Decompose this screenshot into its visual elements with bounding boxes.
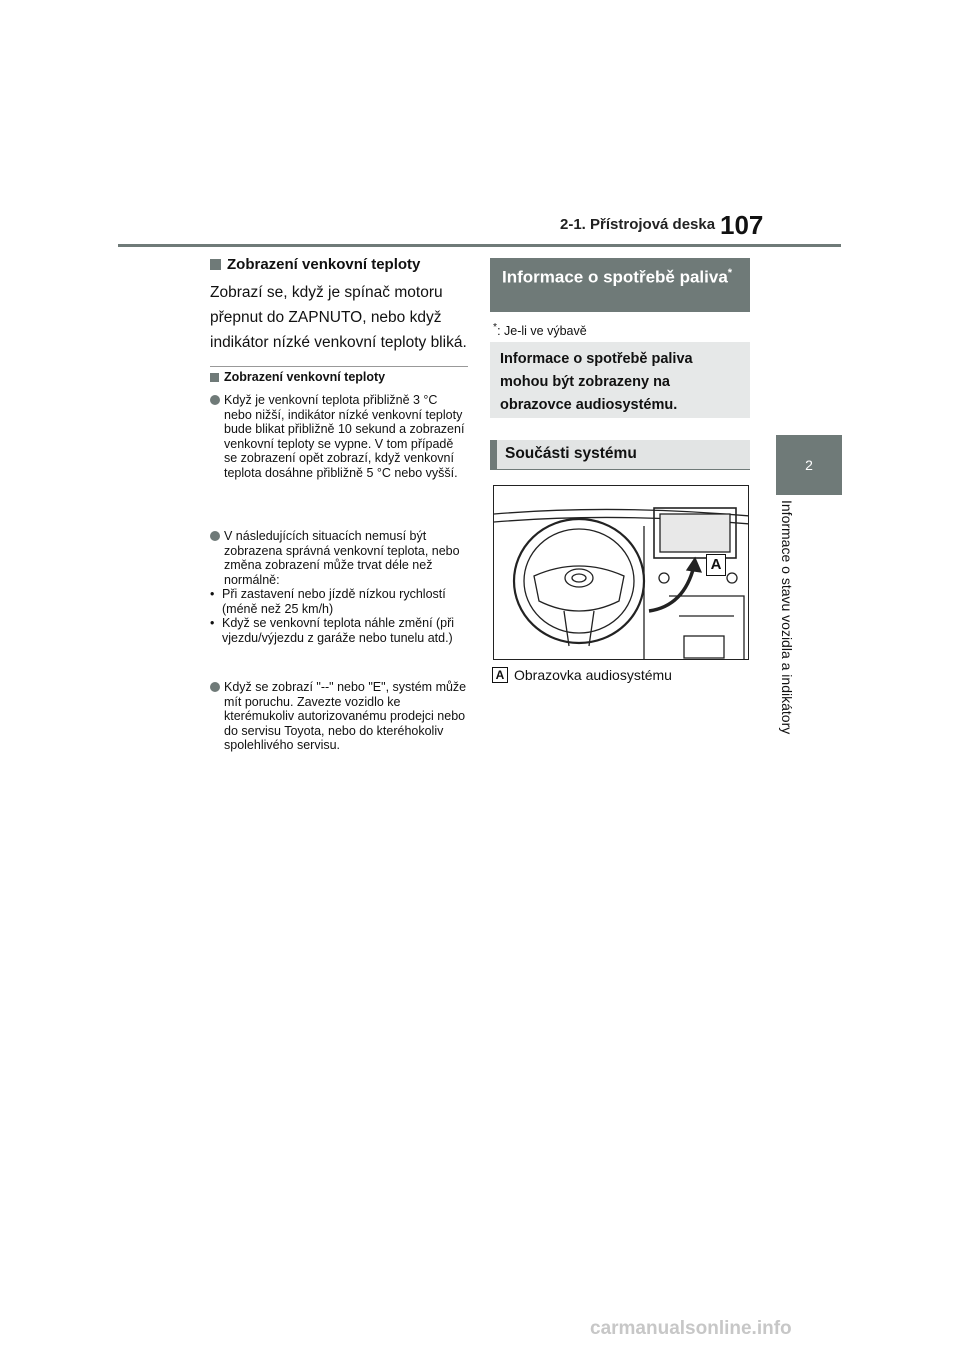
figure-label-a: A <box>706 554 726 576</box>
header-rule <box>118 244 841 247</box>
page-number: 107 <box>720 210 764 240</box>
note-item: Když se zobrazí "--" nebo "E", systém může mít poruchu. Zavezte vozidlo ke kterémukoliv autorizovanému prodejci nebo do servisu Toyota, nebo do kteréhokoliv spolehlivého servisu. <box>210 680 468 753</box>
list-item: • Když se venkovní teplota náhle změní (při vjezdu/výjezdu z garáže nebo tunelu atd.) <box>210 616 468 645</box>
divider <box>210 366 468 367</box>
components-heading: Součásti systému <box>490 440 750 470</box>
section-heading: Zobrazení venkovní teploty <box>210 256 420 273</box>
list-item: • Při zastavení nebo jízdě nízkou rychlostí (méně než 25 km/h) <box>210 587 468 616</box>
circle-bullet-icon <box>210 531 220 541</box>
header-section-title: 2-1. Přístrojová deska <box>560 216 716 233</box>
square-bullet-icon <box>210 373 219 382</box>
sub-heading: Zobrazení venkovní teploty <box>210 370 385 384</box>
chapter-number: 2 <box>805 457 813 473</box>
footnote: *: Je-li ve výbavě <box>493 322 587 339</box>
chapter-title: Informace o stavu vozidla a indikátory <box>779 500 795 735</box>
main-heading-box: Informace o spotřebě paliva* <box>490 258 750 312</box>
dashboard-illustration <box>493 485 749 660</box>
square-bullet-icon <box>210 259 221 270</box>
circle-bullet-icon <box>210 395 220 405</box>
circle-bullet-icon <box>210 682 220 692</box>
section-paragraph: Zobrazí se, když je spínač motoru přepnut do ZAPNUTO, nebo když indikátor nízké venkovní teploty bliká. <box>210 284 467 351</box>
watermark: carmanualsonline.info <box>590 1318 792 1339</box>
caption-label: A <box>492 667 508 683</box>
figure-caption: A Obrazovka audiosystému <box>492 667 672 683</box>
note-item: Když je venkovní teplota přibližně 3 °C nebo nižší, indikátor nízké venkovní teploty bude blikat přibližně 10 sekund a zobrazení venkovní teploty se vypne. V tom případě se zobrazení opět zobrazí, když venkovní teplota dosáhne přibližně 5 °C nebo vyšší. <box>210 393 468 480</box>
note-item: V následujících situacích nemusí být zobrazena správná venkovní teplota, nebo změna zobrazení může trvat déle než normálně: • Při zastavení nebo jízdě nízkou rychlostí (méně než 25 km/h) • Když se venkovní teplota náhle změní (při vjezdu/výjezdu z garáže nebo tunelu atd.) <box>210 529 468 645</box>
chapter-tab[interactable] <box>776 435 842 495</box>
info-box: Informace o spotřebě paliva mohou být zobrazeny na obrazovce audiosystému. <box>490 342 750 418</box>
